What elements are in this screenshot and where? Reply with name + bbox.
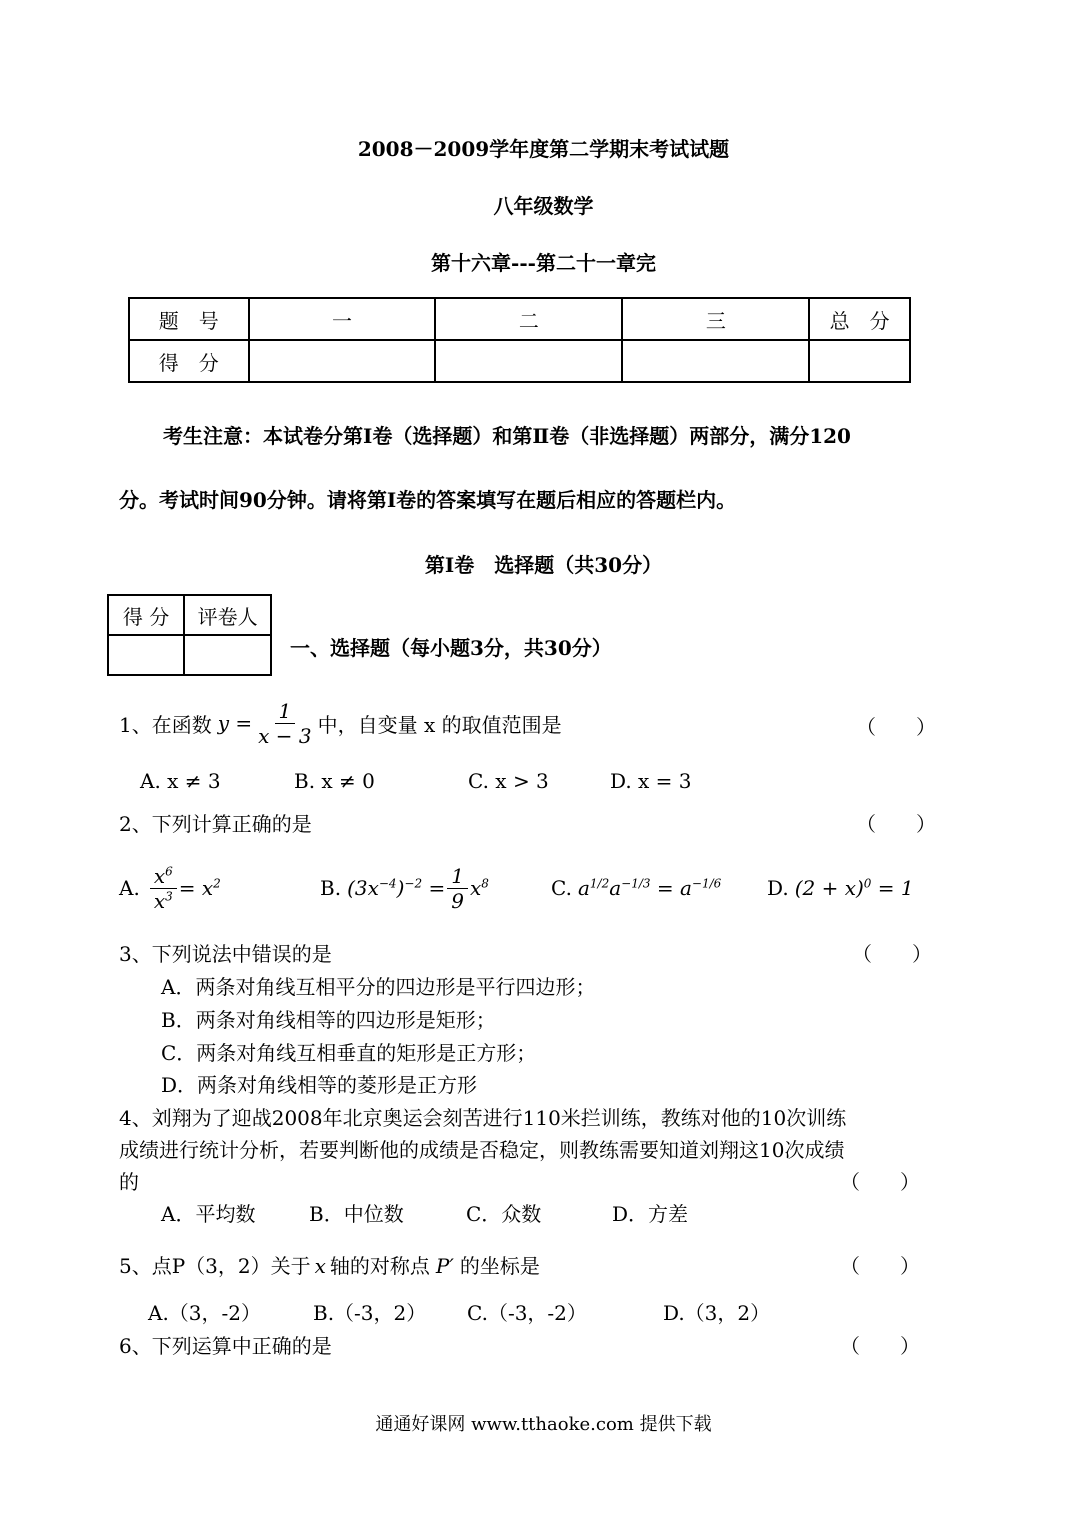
question-4-line-1: 4、刘翔为了迎战2008年北京奥运会刻苦进行110米拦训练，教练对他的10次训练: [119, 1106, 847, 1130]
grader-name-cell[interactable]: [184, 635, 271, 675]
question-2-option-d: D. $(2 + x)^0 = 1$: [767, 876, 914, 900]
answer-paren-5[interactable]: （ ）: [840, 1254, 920, 1278]
question-4-line-3: 的: [119, 1170, 139, 1194]
grader-score-cell[interactable]: [108, 635, 184, 675]
question-1-option-c: C. x > 3: [468, 769, 549, 793]
question-1-option-b: B. x ≠ 0: [294, 769, 375, 793]
question-5-option-c: C.（-3，-2）: [467, 1301, 587, 1325]
option-label: D.: [767, 876, 789, 900]
question-4-line-2: 成绩进行统计分析，若要判断他的成绩是否稳定，则教练需要知道刘翔这10次成绩: [119, 1138, 845, 1162]
subject-title: 八年级数学: [493, 194, 594, 218]
score-input-cell[interactable]: [435, 340, 622, 382]
question-1-function: y =: [217, 711, 253, 735]
score-table-header-cell: 题 号: [129, 298, 249, 340]
score-table-header-cell: 总 分: [809, 298, 910, 340]
question-2-option-a: A. $\frac{x^6}{x^3}$ = $x^2$: [119, 863, 221, 913]
scope-title: 第十六章---第二十一章完: [431, 251, 656, 275]
part1-heading: 第Ⅰ卷 选择题（共30分）: [424, 553, 663, 577]
question-5-option-b: B.（-3，2）: [313, 1301, 427, 1325]
score-table: [128, 297, 911, 383]
option-a-fraction: $\frac{x^6}{x^3}$: [150, 864, 177, 913]
question-3-option-d: D．两条对角线相等的菱形是正方形: [161, 1073, 478, 1097]
exam-title: 2008－2009学年度第二学期末考试试题: [357, 137, 730, 161]
question-5-stem: 5、点P（3，2）关于 x 轴的对称点 P′ 的坐标是: [119, 1254, 540, 1278]
fraction-denominator: x − 3: [258, 723, 312, 748]
question-3-option-b: B．两条对角线相等的四边形是矩形；: [161, 1008, 496, 1032]
score-table-header-cell: 三: [622, 298, 809, 340]
question-6-stem: 6、下列运算中正确的是: [119, 1334, 332, 1358]
question-3-stem: 3、下列说法中错误的是: [119, 942, 332, 966]
footer-credit: 通通好课网 www.tthaoke.com 提供下载: [375, 1414, 712, 1435]
answer-paren-1[interactable]: （ ）: [856, 715, 936, 739]
question-5-option-a: A.（3，-2）: [148, 1301, 262, 1325]
score-table-header-cell: 二: [435, 298, 622, 340]
question-2-option-c: C. $a^{1/2}a^{-1/3} = a^{-1/6}$: [551, 876, 722, 900]
notice-line-1: 考生注意：本试卷分第Ⅰ卷（选择题）和第Ⅱ卷（非选择题）两部分，满分120: [163, 424, 851, 448]
grader-table-header: 评卷人: [184, 595, 271, 635]
question-1-fraction: [254, 699, 315, 748]
answer-paren-6[interactable]: （ ）: [840, 1334, 920, 1358]
question-1-prefix: 1、在函数: [119, 712, 212, 737]
question-1-stem: [119, 693, 562, 753]
fraction-numerator: 1: [275, 699, 296, 724]
score-input-cell[interactable]: [249, 340, 436, 382]
question-5-option-d: D.（3，2）: [663, 1301, 771, 1325]
option-label: B.: [320, 876, 342, 900]
option-b-fraction: $\frac{1}{9}$: [447, 864, 468, 913]
section-title: 一、选择题（每小题3分，共30分）: [290, 636, 612, 660]
score-table-header-cell: 一: [249, 298, 436, 340]
notice-line-2: 分。考试时间90分钟。请将第Ⅰ卷的答案填写在题后相应的答题栏内。: [119, 488, 737, 512]
question-2-option-b: B. $(3x^{-4})^{-2}$ = $\frac{1}{9}$ $x^8$: [320, 863, 489, 913]
question-4-option-b: B．中位数: [309, 1202, 404, 1226]
grader-table: [107, 594, 272, 676]
answer-paren-2[interactable]: （ ）: [856, 812, 936, 836]
question-4-option-a: A．平均数: [161, 1202, 256, 1226]
answer-paren-4[interactable]: （ ）: [840, 1170, 920, 1194]
question-3-option-a: A．两条对角线互相平分的四边形是平行四边形；: [161, 975, 596, 999]
question-4-option-c: C．众数: [466, 1202, 542, 1226]
question-4-option-d: D．方差: [612, 1202, 689, 1226]
score-input-cell[interactable]: [809, 340, 910, 382]
option-label: C.: [551, 876, 572, 900]
question-1-suffix: 中，自变量 x 的取值范围是: [317, 712, 562, 737]
score-input-cell[interactable]: [622, 340, 809, 382]
question-1-option-d: D. x = 3: [610, 769, 692, 793]
score-table-row-label: 得 分: [129, 340, 249, 382]
question-1-option-a: A. x ≠ 3: [140, 769, 221, 793]
question-3-option-c: C．两条对角线互相垂直的矩形是正方形；: [161, 1041, 537, 1065]
option-label: A.: [119, 876, 140, 900]
grader-table-header: 得 分: [108, 595, 184, 635]
question-2-stem: 2、下列计算正确的是: [119, 812, 312, 836]
answer-paren-3[interactable]: （ ）: [852, 942, 932, 966]
